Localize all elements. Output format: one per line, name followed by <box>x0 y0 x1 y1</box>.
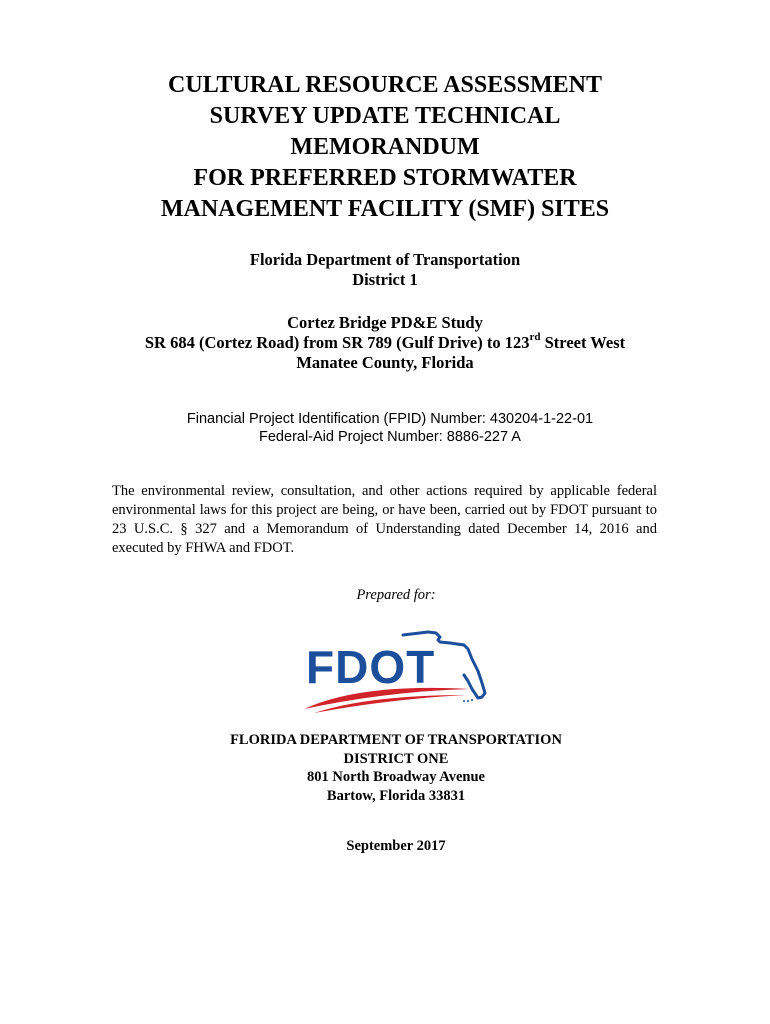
title-line: FOR PREFERRED STORMWATER <box>193 165 577 191</box>
route-prefix: SR 684 (Cortez Road) from SR 789 (Gulf Drive) to 123 <box>144 333 530 352</box>
route-superscript: rd <box>529 330 541 343</box>
key-dot-icon <box>471 699 473 701</box>
address-line: FLORIDA DEPARTMENT OF TRANSPORTATION <box>230 732 562 748</box>
fpid-number: Financial Project Identification (FPID) Number: 430204-1-22-01 <box>186 411 594 427</box>
study-name: Cortez Bridge PD&E Study <box>287 313 483 332</box>
agency-name: Florida Department of Transportation <box>249 250 521 269</box>
title-line: SURVEY UPDATE TECHNICAL <box>209 103 561 129</box>
address-line: 801 North Broadway Avenue <box>307 769 485 785</box>
title-line: MEMORANDUM <box>290 134 480 160</box>
route-suffix: Street West <box>540 333 626 352</box>
document-title <box>0 70 770 225</box>
fdot-wordmark: FDOT <box>306 641 436 693</box>
federal-aid-number: Federal-Aid Project Number: 8886-227 A <box>259 429 521 445</box>
fdot-logo <box>300 625 490 715</box>
study-county: Manatee County, Florida <box>296 353 474 372</box>
key-dot-icon <box>463 700 465 702</box>
document-date: September 2017 <box>346 838 446 854</box>
title-line: CULTURAL RESOURCE ASSESSMENT <box>168 72 602 98</box>
project-numbers <box>0 410 770 446</box>
key-dot-icon <box>467 700 469 702</box>
environmental-statement: The environmental review, consultation, and other actions required by applicable federal environmental laws for this project are being, or have been, carried out by FDOT pursuant to 23 U.S.C. § 327 and a Memorandum of Understanding dated December 14, 2016 and executed by FHWA and FDOT. <box>112 483 657 556</box>
study-block <box>0 313 770 373</box>
address-block <box>0 731 770 805</box>
agency-block <box>0 250 770 290</box>
address-line: DISTRICT ONE <box>343 750 449 767</box>
study-route <box>0 330 770 353</box>
agency-district: District 1 <box>352 270 418 289</box>
prepared-for-label: Prepared for: <box>356 587 436 603</box>
address-line: Bartow, Florida 33831 <box>326 787 466 804</box>
title-line: MANAGEMENT FACILITY (SMF) SITES <box>160 196 610 222</box>
